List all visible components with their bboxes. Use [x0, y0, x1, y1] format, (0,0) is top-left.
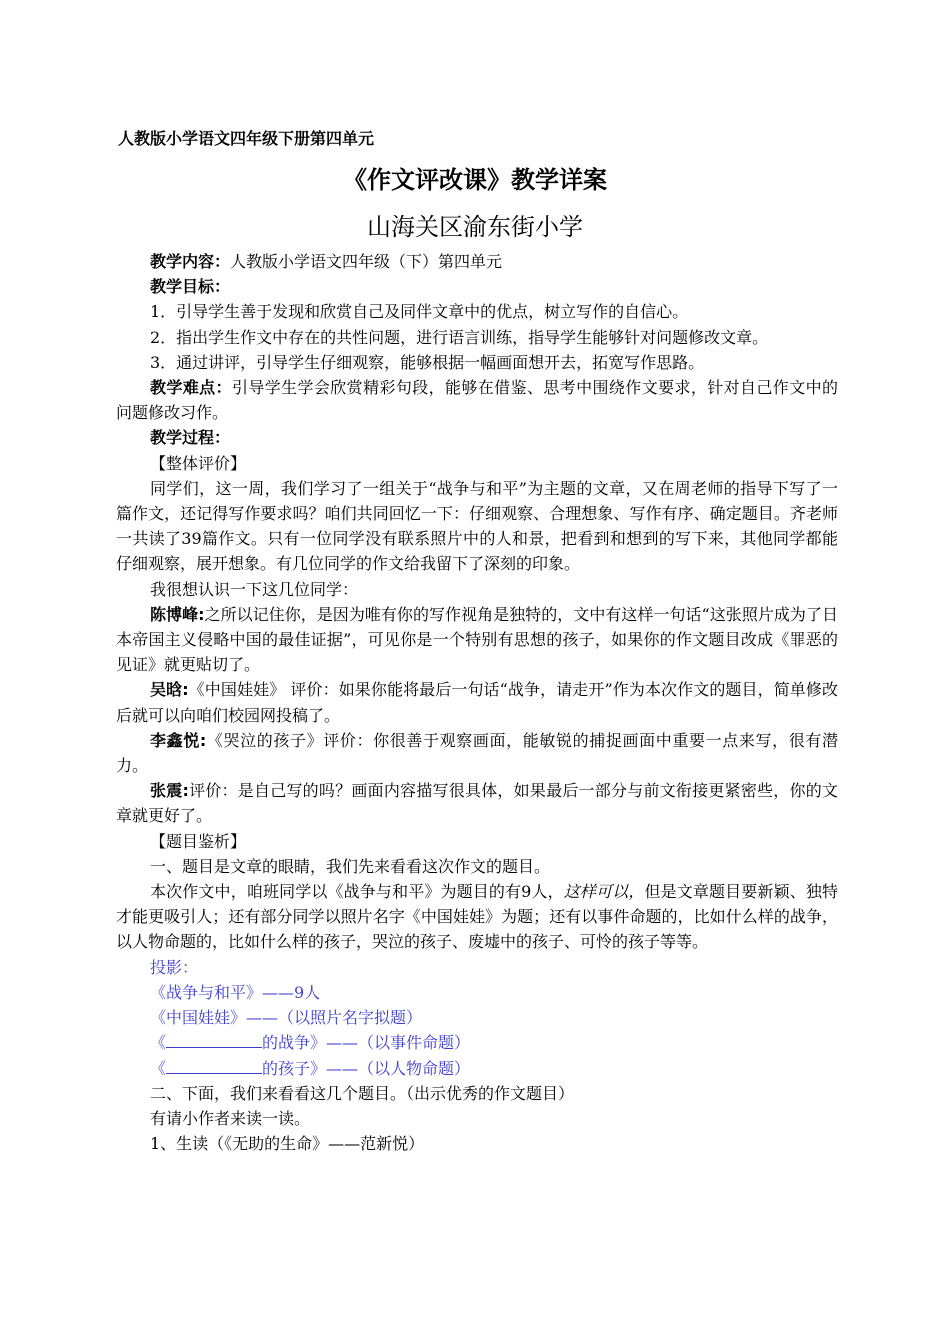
paragraph-next-titles: 二、下面，我们来看看这几个题目。（出示优秀的作文题目）: [150, 1083, 575, 1103]
student-comment-text: 《中国娃娃》 评价：如果你能将最后一句话“战争，请走开”作为本次作文的题目，简单修改后就可以向咱们校园网投稿了。: [116, 680, 838, 725]
student-comment-text: 《哭泣的孩子》评价：你很善于观察画面，能敏锐的捕捉画面中重要一点来写，很有潜力。: [116, 730, 838, 776]
blank-underline: [166, 1030, 262, 1048]
paragraph-title-stats: 本次作文中，咱班同学以《战争与和平》为题目的有9人，这样可以，但是文章题目要新颖、独特才能更吸引人；还有部分同学以照片名字《中国娃娃》为题；还有以事件命题的，比如什么样的战争，以人物命题的，比如什么样的孩子，哭泣的孩子、废墟中的孩子、可怜的孩子等等。: [116, 882, 838, 952]
student-comment-text: 之所以记住你，是因为唯有你的写作视角是独特的，文中有这样一句话“这张照片成为了日本帝国主义侵略中国的最佳证据”，可见你是一个特别有思想的孩子，如果你的作文题目改成《罪恶的见证》就更贴切了。: [116, 604, 838, 675]
section-overall-evaluation: 【整体评价】: [150, 453, 247, 473]
projection-label: 投影：: [150, 957, 199, 977]
blank-underline: [166, 1056, 262, 1074]
goals-heading: 教学目标：: [150, 277, 231, 297]
doc-header: 人教版小学语文四年级下册第四单元: [118, 129, 375, 148]
paragraph-intro: 同学们，这一周，我们学习了一组关于“战争与和平”为主题的文章，又在周老师的指导下写了一篇作文，还记得写作要求吗？咱们共同回忆一下：仔细观察、合理想象、写作有序、确定题目。齐老师一共读了39篇作文。只有一位同学没有联系照片中的人和景，把看到和想到的写下来，其他同学都能仔细观察，展开想象。有几位同学的作文给我留下了深刻的印象。: [116, 478, 838, 574]
student-comment: [116, 728, 838, 778]
projection-item: 《战争与和平》——9人: [150, 982, 321, 1002]
paragraph-title-eyes: 一、题目是文章的眼睛，我们先来看看这次作文的题目。: [150, 856, 551, 876]
student-name: 陈博峰:: [150, 604, 205, 624]
goal-3: 3．通过讲评，引导学生仔细观察，能够根据一幅画面想开去，拓宽写作思路。: [150, 352, 705, 372]
section-title-analysis: 【题目鉴析】: [150, 831, 247, 851]
paragraph-invite: 有请小作者来读一读。: [150, 1108, 311, 1128]
student-name: 李鑫悦:: [150, 730, 207, 750]
difficulty-line: [116, 375, 838, 425]
student-comment-text: 评价：是自己写的吗？画面内容描写很具体，如果最后一部分与前文衔接更紧密些，你的文章就更好了。: [116, 781, 838, 826]
process-heading: 教学过程：: [150, 428, 231, 448]
projection-item: 《 的战争》——（以事件命题）: [116, 1030, 838, 1055]
student-name: 张震:: [150, 781, 189, 801]
difficulty-text: 引导学生学会欣赏精彩句段，能够在借鉴、思考中围绕作文要求，针对自己作文中的问题修改习作。: [116, 378, 838, 423]
content-line: [116, 249, 838, 274]
content-text: 人教版小学语文四年级（下）第四单元: [230, 252, 503, 271]
content-label: 教学内容：: [150, 252, 231, 271]
goal-1: 1．引导学生善于发现和欣赏自己及同伴文章中的优点，树立写作的自信心。: [150, 302, 689, 322]
doc-title: 《作文评改课》教学详案: [343, 166, 607, 194]
student-comment: [116, 677, 838, 727]
difficulty-label: 教学难点：: [150, 378, 232, 398]
student-name: 吴晗:: [150, 680, 189, 700]
student-comment: [116, 778, 838, 828]
projection-item: 《 的孩子》——（以人物命题）: [116, 1056, 838, 1081]
school-name: 山海关区渝东街小学: [367, 213, 583, 241]
goal-2: 2．指出学生作文中存在的共性问题，进行语言训练，指导学生能够针对问题修改文章。: [150, 327, 769, 347]
doc-body: [116, 249, 838, 1156]
projection-item: 《中国娃娃》——（以照片名字拟题）: [150, 1008, 423, 1028]
paragraph-meet-students: 我很想认识一下这几位同学：: [150, 579, 359, 599]
student-comment: [116, 602, 838, 678]
paragraph-student-reading: 1、生读（《无助的生命》——范新悦）: [150, 1134, 425, 1154]
